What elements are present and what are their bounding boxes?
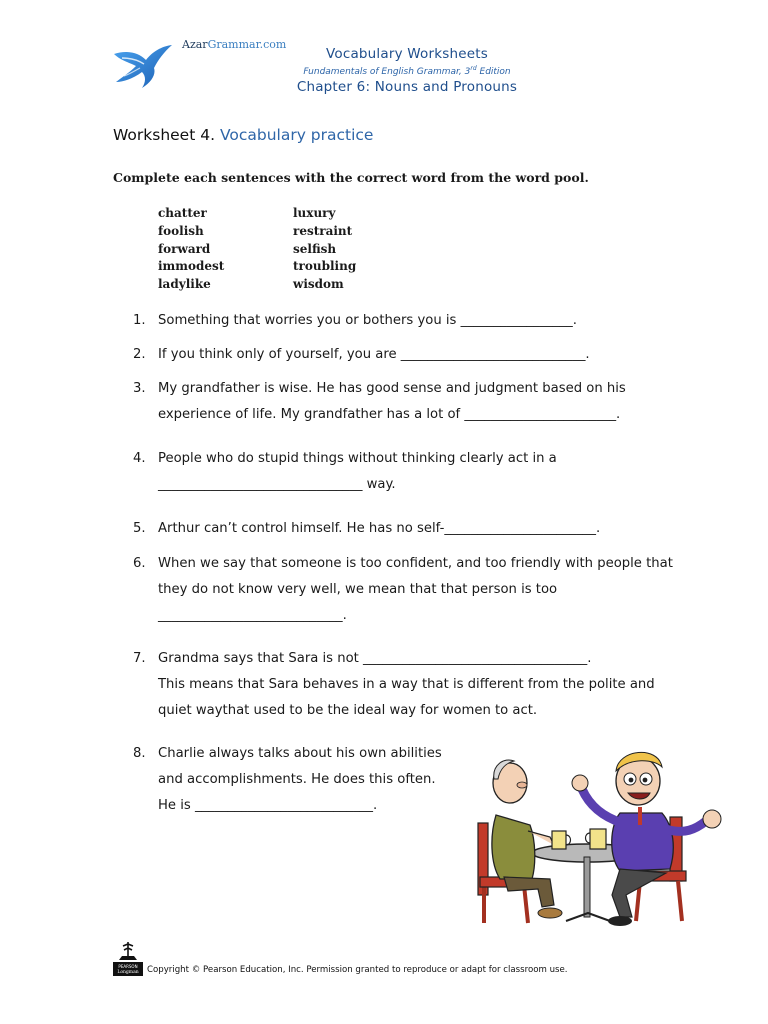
question-number: 6. <box>133 556 146 571</box>
question-text <box>158 446 557 498</box>
page-header <box>240 46 574 97</box>
header-title: Vocabulary Worksheets <box>325 46 489 62</box>
header-subtitle <box>240 63 574 78</box>
question-line: ____________________________. <box>158 608 347 623</box>
question-line: quiet waythat used to be the ideal way for women to act. <box>158 703 538 718</box>
worksheet-topic: Vocabulary practice <box>219 126 374 144</box>
question-line: Arthur can’t control himself. He has no self-_______________________. <box>158 521 601 536</box>
two-men-at-table-illustration <box>470 745 740 930</box>
word-pool-item: troubling <box>293 259 357 274</box>
question-line: _______________________________ way. <box>158 477 396 492</box>
swallow-bird-icon <box>112 42 174 94</box>
question-text <box>158 342 590 368</box>
question-line: and accomplishments. He does this often. <box>158 772 436 787</box>
question-line: they do not know very well, we mean that that person is too <box>158 582 558 597</box>
word-pool-item: wisdom <box>293 277 344 292</box>
question-line: This means that Sara behaves in a way that is different from the polite and <box>158 677 655 692</box>
question-line: Grandma says that Sara is not __________________________________. <box>158 651 592 666</box>
word-pool-item: forward <box>158 241 211 256</box>
subtitle-superscript: rd <box>470 65 477 72</box>
subtitle-text: Fundamentals of English Grammar, 3 <box>303 67 471 77</box>
question-line: My grandfather is wise. He has good sense and judgment based on his <box>158 381 626 396</box>
question-number: 3. <box>133 381 146 396</box>
word-pool-item: restraint <box>293 223 353 238</box>
svg-text:PEARSON: PEARSON <box>118 964 138 969</box>
question-number: 2. <box>133 347 146 362</box>
word-pool-item: foolish <box>158 223 204 238</box>
word-pool-item: selfish <box>293 241 337 256</box>
header-chapter: Chapter 6: Nouns and Pronouns <box>296 79 518 95</box>
question-line: When we say that someone is too confident, and too friendly with people that <box>158 556 673 571</box>
question-text <box>158 376 626 428</box>
svg-text:Longman: Longman <box>117 970 139 975</box>
word-pool-column-2 <box>293 205 356 294</box>
worksheet-number: Worksheet 4. <box>113 126 216 144</box>
question-line: Something that worries you or bothers you is _________________. <box>158 313 577 328</box>
question-number: 5. <box>133 521 146 536</box>
question-text <box>158 516 600 542</box>
question-line: He is ___________________________. <box>158 798 378 813</box>
question-text <box>158 646 655 724</box>
question-line: experience of life. My grandfather has a lot of _______________________. <box>158 407 621 422</box>
word-pool-column-1 <box>158 205 224 294</box>
pearson-ship-icon <box>113 940 143 976</box>
word-pool-item: ladylike <box>158 277 211 292</box>
question-line: People who do stupid things without thinking clearly act in a <box>158 451 557 466</box>
logo-brand-azar: Azar <box>182 38 208 51</box>
question-number: 4. <box>133 451 146 466</box>
copyright-notice: Copyright © Pearson Education, Inc. Permission granted to reproduce or adapt for classroom use. <box>147 965 568 975</box>
question-number: 8. <box>133 746 146 761</box>
question-number: 7. <box>133 651 146 666</box>
question-number: 1. <box>133 313 146 328</box>
logo-brand-grammar: Grammar.com <box>207 38 287 51</box>
word-pool-item: luxury <box>293 206 336 220</box>
word-pool-item: immodest <box>158 259 225 274</box>
question-text <box>158 308 577 334</box>
instructions: Complete each sentences with the correct word from the word pool. <box>113 170 589 185</box>
question-text <box>158 551 673 629</box>
question-line: Charlie always talks about his own abilities <box>158 746 442 761</box>
subtitle-edition: Edition <box>476 67 511 77</box>
question-line: If you think only of yourself, you are ____________________________. <box>158 347 590 362</box>
word-pool-item: chatter <box>158 206 207 220</box>
question-text <box>158 741 442 819</box>
worksheet-title <box>113 126 373 144</box>
